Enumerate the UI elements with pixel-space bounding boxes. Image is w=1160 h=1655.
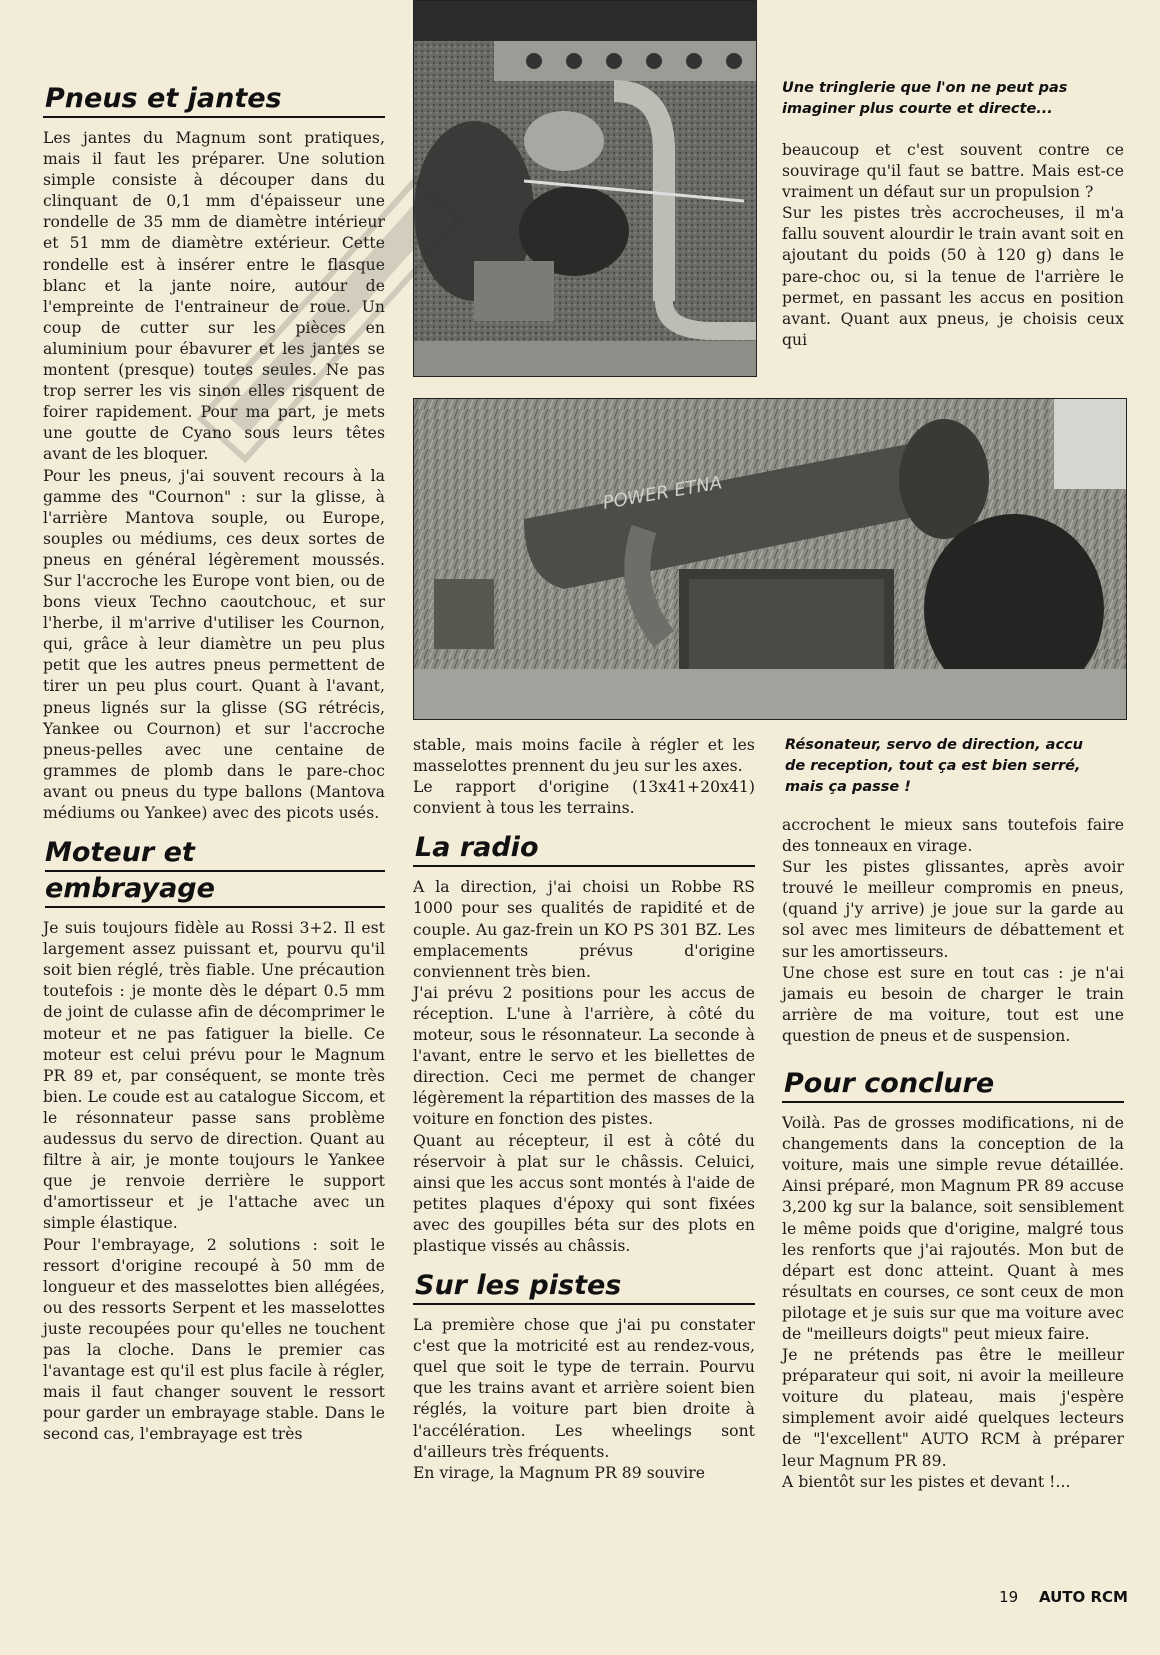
paragraph: Quant au récepteur, il est à côté du réservoir à plat sur le châssis. Celuici, ainsi que les accus sont montés à l'aide de petites plaques d'époxy qui sont fixées avec des goupilles béta sur des plots en plastique vissés au châssis. [413,1131,755,1255]
paragraph: La première chose que j'ai pu constater c'est que la motricité est au rendez-vous, quel que soit le type de terrain. Pourvu que les trains avant et arrière soient bien réglés, la voiture part bien droite à l'accélération. Les wheelings sont d'ailleurs très fréquents. [413,1316,755,1461]
paragraph: accrochent le mieux sans toutefois faire des tonneaux en virage. [782,816,1124,856]
heading-line: Moteur et [45,836,385,872]
page-footer [999,1588,1128,1606]
paragraph: Les jantes du Magnum sont pratiques, mais il faut les préparer. Une solution simple consiste à découper dans du clinquant de 0,1 mm d'épaisseur une rondelle de 35 mm de diamètre intérieur et 51 mm de diamètre extérieur. Cette rondelle est à insérer entre le flasque blanc et la jante noire, autour de l'empreinte de l'entraineur de roue. Un coup de cutter sur les pièces en aluminium pour ébavurer et les jantes se montent (presque) toutes seules. Ne pas trop serrer les vis sinon elles risquent de foirer rapidement. Pour ma part, je mets une goutte de Cyano sous leurs têtes avant de les bloquer. [43,129,385,464]
heading-moteur-et-embrayage [43,834,385,908]
paragraph: A la direction, j'ai choisi un Robbe RS 1000 pour ses qualités de rapidité et de couple. Au gaz-frein un KO PS 301 BZ. Les emplacements prévus d'origine conviennent très bien. [413,878,755,981]
engine-pipe-lettering: POWER ETNA [601,472,724,514]
photo-engine-image [414,399,1126,719]
photo-caption-engine: Résonateur, servo de direction, accu de reception, tout ça est bien serré, mais ça passe ! [785,737,1083,795]
photo-caption-top: Une tringlerie que l'on ne peut pas imaginer plus courte et directe... [782,80,1068,117]
paragraph: Sur les pistes très accrocheuses, il m'a fallu souvent alourdir le train avant soit en ajoutant du poids (50 à 120 g) dans le pare-choc ou, si la tenue de l'arrière le permet, en passant les accus en position avant. Quant aux pneus, je choisis ceux qui [782,204,1124,349]
column-left [43,80,385,1445]
paragraph: Pour l'embrayage, 2 solutions : soit le ressort d'origine recoupé à 50 mm de longueur et des masselottes bien allégées, ou des ressorts Serpent et les masselottes juste recoupées pour qu'elles ne touchent pas la cloche. Dans le premier cas l'avantage est qu'il est plus facile à régler, mais il faut changer souvent le ressort pour garder un embrayage stable. Dans le second cas, l'embrayage est très [43,1235,385,1444]
column-right-upper [782,140,1124,351]
paragraph: Je ne prétends pas être le meilleur préparateur qui soit, ni avoir la meilleure voiture du plateau, mais j'espère simplement avoir aidé quelques lecteurs de "l'excellent" AUTO RCM à préparer leur Magnum PR 89. [782,1346,1124,1470]
column-middle [413,735,755,1484]
paragraph: J'ai prévu 2 positions pour les accus de réception. L'une à l'arrière, à côté du moteur, sous le résonnateur. La seconde à l'avant, entre le servo et les biellettes de direction. Ceci me permet de changer légèrement la répartition des masses de la voiture en fonction des pistes. [413,983,755,1129]
paragraph: stable, mais moins facile à régler et les masselottes prennent du jeu sur les axes. [413,736,755,776]
photo-engine [413,398,1127,720]
photo-linkage-image [414,1,756,376]
heading-line: embrayage [45,872,385,908]
paragraph: Une chose est sure en tout cas : je n'ai jamais eu besoin de charger le train arrière de ma voiture, tout est une question de pneus et de suspension. [782,963,1124,1045]
magazine-name: AUTO RCM [1038,1588,1128,1606]
paragraph: Voilà. Pas de grosses modifications, ni de changements dans la conception de la voiture, mais une simple revue détaillée. Ainsi préparé, mon Magnum PR 89 accuse 3,200 kg sur la balance, soit sensiblement le même poids que d'origine, malgré tous les renforts que j'ai rajoutés. Mon but de départ est donc atteint. Quant à mes résultats en courses, ce sont ceux de mon pilotage et je suis sur que ma voiture avec de "meilleurs doigts" peut mieux faire. [782,1114,1124,1343]
heading-pneus-et-jantes: Pneus et jantes [43,80,385,118]
paragraph: A bientôt sur les pistes et devant !... [782,1472,1071,1491]
heading-la-radio: La radio [413,829,755,867]
paragraph: Pour les pneus, j'ai souvent recours à la gamme des "Cournon" : sur la glisse, à l'arrière Mantova souple, ou Europe, souples ou médiums, ces deux sortes de pneus en général légèrement moussés. Sur l'accroche les Europe vont bien, ou de bons vieux Techno caoutchouc, et sur l'herbe, il m'arrive d'utiliser les Cournon, qui, grâce à leur diamètre un peu plus petit que les autres pneus permettent de tirer un peu plus court. Quant à l'avant, pneus lignés sur la glisse (SG rétrécis, Yankee ou Cournon) et sur l'accroche pneus-pelles avec une centaine de grammes de plomb dans le pare-choc avant ou pneus du type ballons (Mantova médiums ou Yankee) avec des picots usés. [43,466,385,822]
paragraph: En virage, la Magnum PR 89 souvire [413,1463,705,1482]
heading-sur-les-pistes: Sur les pistes [413,1267,755,1305]
paragraph: Sur les pistes glissantes, après avoir trouvé le meilleur compromis en pneus, (quand j'y arrive) je joue sur la garde au sol avec mes limiteurs de débattement et sur les amortisseurs. [782,858,1124,961]
paragraph: Le rapport d'origine (13x41+20x41) convient à tous les terrains. [413,778,755,818]
paragraph: Je suis toujours fidèle au Rossi 3+2. Il est largement assez puissant et, pourvu qu'il soit bien réglé, très fiable. Une précaution toutefois : je monte dès le départ 0.5 mm de joint de culasse afin de décomprimer le moteur et ne pas fatiguer la bielle. Ce moteur est celui prévu pour le Magnum PR 89 et, par conséquent, se monte très bien. Le coude est au catalogue Siccom, et le résonnateur passe sans problème audessus du servo de direction. Quant au filtre à air, je monte toujours le Yankee que je renvoie derrière le support d'amortisseur et je l'attache avec un simple élastique. [43,919,385,1233]
page-number: 19 [999,1588,1019,1606]
paragraph: beaucoup et c'est souvent contre ce souvirage qu'il faut se battre. Mais est-ce vraiment un défaut sur un propulsion ? [782,141,1124,202]
photo-linkage [413,0,757,377]
heading-pour-conclure: Pour conclure [782,1065,1124,1103]
column-right-lower [782,815,1124,1493]
